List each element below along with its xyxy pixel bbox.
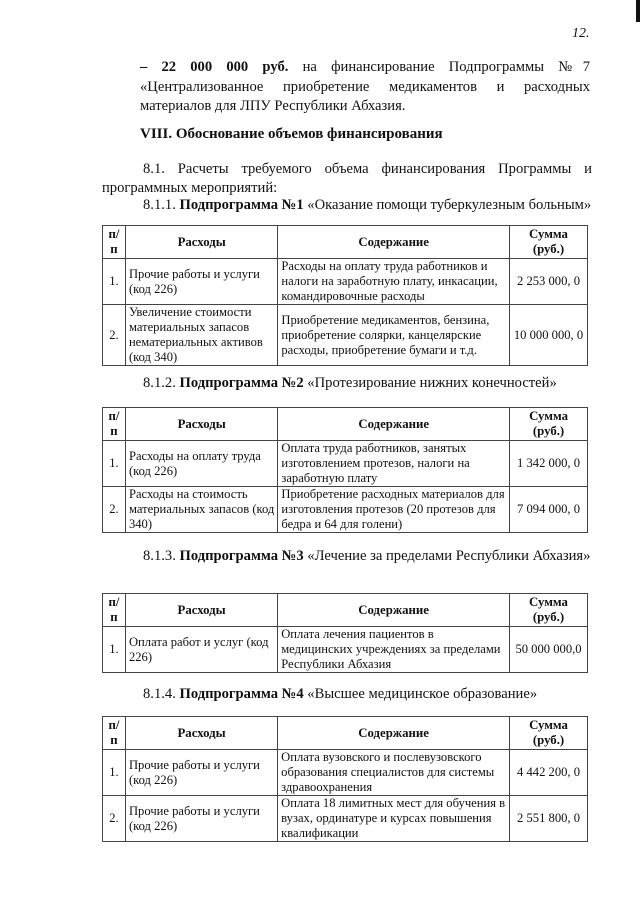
- header-expenses: Расходы: [125, 594, 277, 627]
- row-expense: Расходы на оплату труда (код 226): [125, 441, 277, 487]
- row-sum: 10 000 000, 0: [510, 305, 588, 366]
- row-num: 1.: [103, 259, 126, 305]
- subprogram-label: Подпрограмма №3: [179, 548, 304, 564]
- header-num: п/п: [103, 717, 126, 750]
- header-num: п/п: [103, 226, 126, 259]
- table-row: [103, 487, 588, 533]
- row-content: Оплата лечения пациентов в медицинских учреждениях за пределами Республики Абхазия: [278, 627, 510, 673]
- subprogram-number: 8.1.3.: [143, 548, 180, 564]
- table-header-row: [103, 226, 588, 259]
- subprogram-number: 8.1.1.: [143, 197, 180, 213]
- table-row: [103, 627, 588, 673]
- subprogram-3-table: [102, 593, 588, 673]
- header-num: п/п: [103, 408, 126, 441]
- subprogram-label: Подпрограмма №2: [179, 375, 304, 391]
- header-expenses: Расходы: [125, 717, 277, 750]
- table-row: [103, 750, 588, 796]
- row-sum: 2 253 000, 0: [510, 259, 588, 305]
- intro-amount: – 22 000 000 руб.: [140, 59, 289, 75]
- row-num: 1.: [103, 750, 126, 796]
- row-sum: 50 000 000,0: [510, 627, 588, 673]
- header-sum: Сумма (руб.): [510, 594, 588, 627]
- subprogram-name: «Лечение за пределами Республики Абхазия»: [303, 548, 591, 564]
- intro-text: на финансирование Подпрограммы №7 «Централизованное приобретение медикаментов и расходных материалов для ЛПУ Республики Абхазия.: [140, 59, 590, 114]
- table-row: [103, 259, 588, 305]
- section-paragraph: 8.1. Расчеты требуемого объема финансирования Программы и программных мероприятий:: [102, 161, 592, 196]
- row-sum: 2 551 800, 0: [510, 796, 588, 842]
- row-expense: Прочие работы и услуги (код 226): [125, 259, 277, 305]
- table-row: [103, 796, 588, 842]
- header-content: Содержание: [278, 717, 510, 750]
- row-content: Приобретение расходных материалов для изготовления протезов (20 протезов для бедра и 64 для голени): [278, 487, 510, 533]
- table-header-row: [103, 594, 588, 627]
- header-num: п/п: [103, 594, 126, 627]
- row-expense: Прочие работы и услуги (код 226): [125, 750, 277, 796]
- header-sum: Сумма (руб.): [510, 226, 588, 259]
- table-row: [103, 305, 588, 366]
- row-num: 2.: [103, 305, 126, 366]
- row-sum: 4 442 200, 0: [510, 750, 588, 796]
- subprogram-name: «Оказание помощи туберкулезным больным»: [303, 197, 592, 213]
- row-content: Оплата 18 лимитных мест для обучения в вузах, ординатуре и курсах повышения квалификации: [278, 796, 510, 842]
- subprogram-3-title: [102, 546, 592, 566]
- subprogram-name: «Высшее медицинское образование»: [303, 686, 538, 702]
- row-expense: Увеличение стоимости материальных запасов нематериальных активов (код 340): [125, 305, 277, 366]
- header-content: Содержание: [278, 226, 510, 259]
- subprogram-4-title: [143, 685, 537, 704]
- row-num: 1.: [103, 441, 126, 487]
- header-sum: Сумма (руб.): [510, 408, 588, 441]
- section-heading: VIII. Обоснование объемов финансирования: [140, 126, 443, 142]
- table-header-row: [103, 408, 588, 441]
- intro-paragraph: [140, 58, 590, 117]
- row-content: Оплата вузовского и послевузовского образования специалистов для системы здравоохранения: [278, 750, 510, 796]
- page-number: 12.: [572, 26, 590, 41]
- subprogram-2-title: [143, 374, 557, 393]
- header-expenses: Расходы: [125, 408, 277, 441]
- subprogram-label: Подпрограмма №1: [179, 197, 304, 213]
- row-num: 2.: [103, 796, 126, 842]
- header-content: Содержание: [278, 594, 510, 627]
- subprogram-4-table: [102, 716, 588, 842]
- subprogram-2-table: [102, 407, 588, 533]
- row-expense: Оплата работ и услуг (код 226): [125, 627, 277, 673]
- row-sum: 7 094 000, 0: [510, 487, 588, 533]
- row-content: Расходы на оплату труда работников и налоги на заработную плату, инкасации, командировочные расходы: [278, 259, 510, 305]
- subprogram-1-title: [143, 196, 591, 215]
- subprogram-name: «Протезирование нижних конечностей»: [303, 375, 557, 391]
- row-content: Приобретение медикаментов, бензина, приобретение солярки, канцелярские расходы, приобретение бумаги и т.д.: [278, 305, 510, 366]
- subprogram-label: Подпрограмма №4: [179, 686, 304, 702]
- row-expense: Расходы на стоимость материальных запасов (код 340): [125, 487, 277, 533]
- header-content: Содержание: [278, 408, 510, 441]
- subprogram-number: 8.1.4.: [143, 686, 180, 702]
- table-header-row: [103, 717, 588, 750]
- header-expenses: Расходы: [125, 226, 277, 259]
- subprogram-1-table: [102, 225, 588, 366]
- subprogram-number: 8.1.2.: [143, 375, 180, 391]
- table-row: [103, 441, 588, 487]
- row-expense: Прочие работы и услуги (код 226): [125, 796, 277, 842]
- scan-edge-mark: [636, 0, 640, 22]
- row-num: 1.: [103, 627, 126, 673]
- row-num: 2.: [103, 487, 126, 533]
- header-sum: Сумма (руб.): [510, 717, 588, 750]
- row-sum: 1 342 000, 0: [510, 441, 588, 487]
- row-content: Оплата труда работников, занятых изготовлением протезов, налоги на заработную плату: [278, 441, 510, 487]
